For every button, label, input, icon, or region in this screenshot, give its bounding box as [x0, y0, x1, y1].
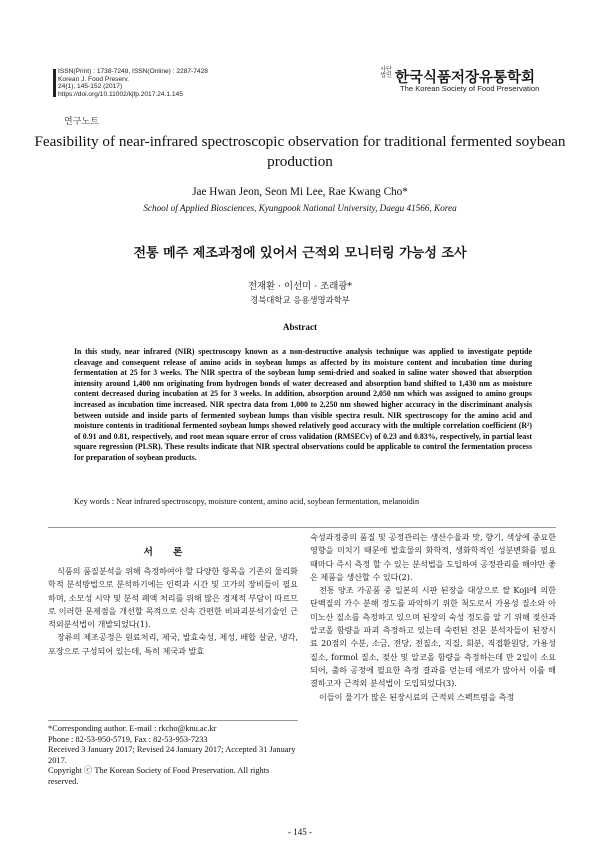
corresponding-author: *Corresponding author. E-mail : rkcho@knu.ac.kr [48, 724, 217, 733]
journal-name: Korean J. Food Preserv. [58, 75, 129, 83]
authors-kr: 전재환 · 이선미 · 조래광* [247, 281, 353, 292]
affiliation-kr: 경북대학교 응용생명과학부 [250, 295, 350, 305]
paragraph: 숙성과정중의 품질 및 공정관리는 생산수율과 맛, 향기, 색상에 중요한 영향을 미치기 때문에 발효물의 화학적, 생화학적인 성분변화를 필요 때마다 즉시 측정 할 수 있는 분석법을 도입하여 공정관리를 해야만 좋은 제품을 생산할 수 있다(2). [310, 532, 556, 582]
paragraph: 장류의 제조공정은 원료처리, 제국, 발효숙성, 제성, 배합 살균, 냉각, 포장으로 구성되어 있는데, 특히 제국과 발효 [48, 632, 298, 656]
affiliation: School of Applied Biosciences, Kyungpook National University, Daegu 41566, Korea [143, 203, 457, 213]
meta-bar [53, 69, 56, 97]
society-logo [378, 66, 556, 96]
footnote-divider [48, 720, 298, 721]
divider [48, 527, 556, 528]
right-column [310, 531, 556, 704]
received-dates: Received 3 January 2017; Revised 24 January 2017; Accepted 31 January 2017. [48, 745, 296, 765]
page-number: - 145 - [288, 827, 312, 837]
paragraph: 식품의 품질분석을 위해 측정하여야 할 다양한 항목을 기존의 물리화학적 분석방법으로 분석하기에는 인력과 시간 및 고가의 장비들이 필요하며, 소모성 시약 및 분석 폐액 처리를 위해 많은 경제적 부담이 따르므로 이러한 문제점을 개선할 목적으로 신속 간편한 비파괴분석기술인 근적외분석법이 개발되었다(1). [48, 566, 298, 630]
abstract-text: In this study, near infrared (NIR) spectroscopy known as a non-destructive analysis technique was applied to investigate peptide cleavage and consequent release of amino acids in soybean lumps as affected by its moisture content and incubation time during fermentation at 25 for 3 weeks. The NIR spectra of the soybean lump semi-dried and soaked in saline water showed that absorption intensity around 1,400 nm originating from hydrogen bonds of water decreased and absorption band shifted to 1,430 nm as moisture content decreased during incubation at 25 for 3 weeks. In addition, absorption around 2,050 nm which was assigned to amino groups increased as incubation time increased. NIR spectra data from 1,000 to 2,250 nm showed higher accuracy in the discriminant analysis between outside and inside parts of fermented soybean lumps than visible spectra result. NIR spectroscopy for the amino acid and moisture contents in traditional fermented soybean lumps showed relatively good accuracy with the multiple correlation coefficient (R²) of 0.91 and 0.81, respectively, and root mean square error of cross validation (RMSECv) of 0.23 and 0.83%, respectively, in partial least square regression (PLSR). These results indicate that NIR spectral observations could be applicable to control the fermentation process for preparation of soybean products. [74, 347, 532, 462]
society-name-kr: 한국식품저장유통학회 [395, 70, 536, 86]
society-name-en: The Korean Society of Food Preservation [400, 84, 540, 93]
journal-metadata [58, 68, 208, 99]
left-column [48, 565, 298, 658]
paper-title-kr: 전통 메주 제조과정에 있어서 근적외 모니터링 가능성 조사 [133, 246, 467, 261]
keywords: Key words : Near infrared spectroscopy, moisture content, amino acid, soybean fermentation, melanoidin [74, 497, 420, 506]
volume-pages: 24(1), 145-152 (2017) [58, 83, 123, 91]
paragraph: 전통 양조 가공품 중 일본의 시판 된장을 대상으로 쌀 Koji에 의한 단백질의 가수 분해 정도를 파악하기 위한 척도로서 가용성 질소와 아미노산 질소를 측정하고 있으며 된장의 숙성 정도를 알 기 위해 젖산과 알코올 함량을 파괴 측정하고 있는데 숙련된 전문 분석자들이 된장시료 20점의 수분, 소금, 전당, 전질소, 지질, 회분, 직접환원당, 가용성질소, formol 질소, 젖산 및 알코올 함량을 측정하는데 만 2일이 소요되어, 출하 공정에 필요한 측정 결과를 얻는데 애로가 많아서 이를 해결하고자 근적외 분석법이 도입되었다(3). [310, 585, 556, 689]
article-type: 연구노트 [64, 117, 99, 127]
paragraph: 이들이 물기가 많은 된장시료의 근적외 스펙트럼을 측정 [319, 691, 515, 702]
society-emblem: 사단 법인 [380, 67, 392, 79]
copyright: Copyright ⓒ The Korean Society of Food Preservation. All rights reserved. [48, 766, 270, 786]
authors: Jae Hwan Jeon, Seon Mi Lee, Rae Kwang Cho* [192, 186, 408, 198]
abstract-heading: Abstract [282, 322, 318, 332]
section-heading: 서론 [143, 547, 203, 558]
paper-title: Feasibility of near-infrared spectroscopic observation for traditional fermented soybean production [34, 133, 566, 170]
issn-line: ISSN(Print) : 1738-7248, ISSN(Online) : 2287-7428 [58, 68, 208, 75]
contact-phone: Phone : 82-53-950-5719, Fax : 82-53-953-7233 [48, 734, 208, 744]
footnote [48, 724, 298, 788]
doi-link[interactable]: https://doi.org/10.11002/kjfp.2017.24.1.145 [58, 91, 183, 99]
